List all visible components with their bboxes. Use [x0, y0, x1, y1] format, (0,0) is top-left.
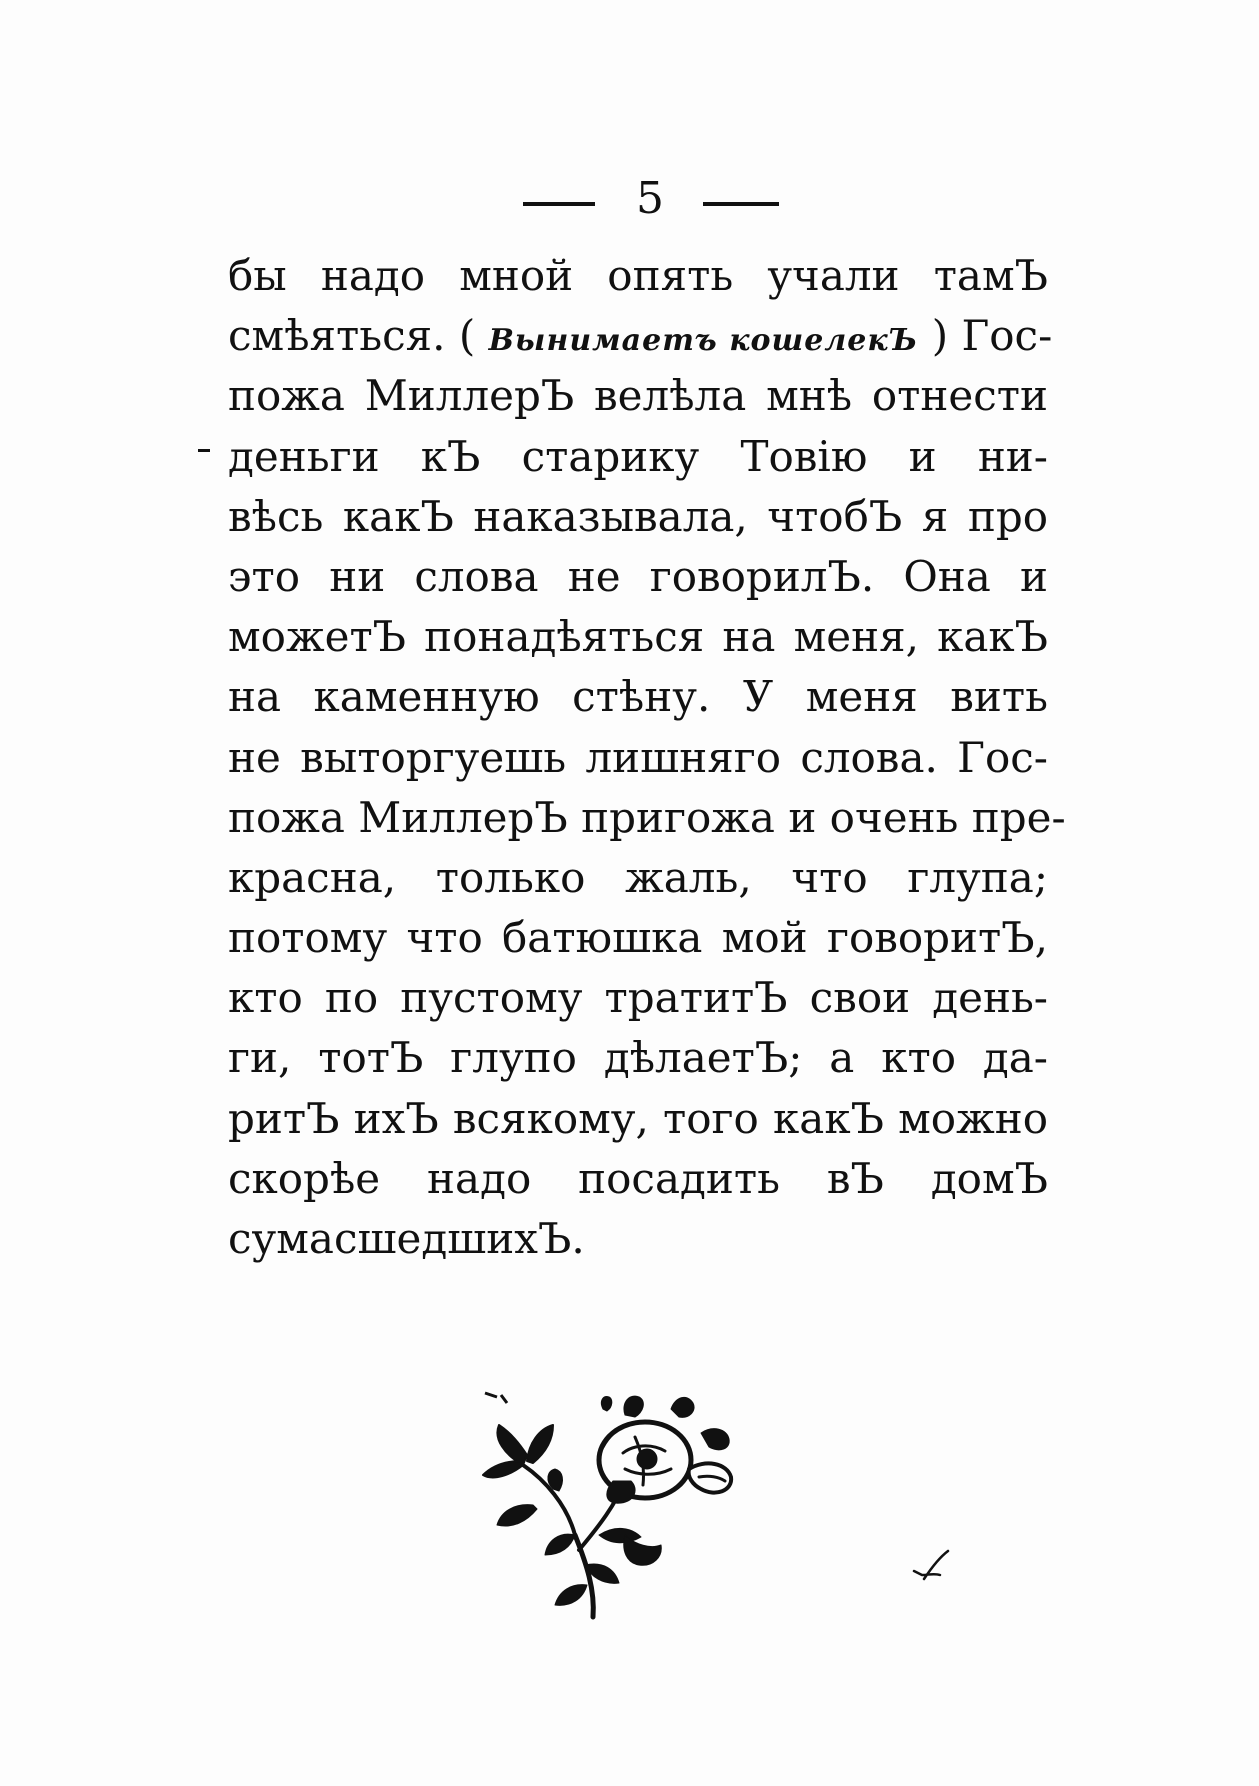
text-line: ги, тотЪ глупо дѣлаетЪ; а кто да-: [228, 1033, 1048, 1083]
floral-vignette-icon: [475, 1385, 745, 1630]
text-line: сумасшедшихЪ.: [228, 1214, 585, 1263]
text-fragment: ) Гос-: [918, 311, 1053, 361]
page-header: [0, 170, 1259, 230]
header-rule-right: [703, 202, 779, 206]
text-line: пожа МиллерЪ велѣла мнѣ отнести: [228, 371, 1048, 421]
text-line: красна, только жаль, что глупа;: [228, 852, 1048, 902]
text-line: можетЪ понадѣяться на меня, какЪ: [228, 612, 1048, 662]
page-number: 5: [636, 173, 664, 224]
text-line: пожа МиллерЪ пригожа и очень пре-: [228, 792, 1066, 842]
text-line: ритЪ ихЪ всякому, того какЪ можно: [228, 1093, 1048, 1143]
body-text: [228, 246, 1066, 1269]
text-line: [228, 306, 1053, 366]
text-line: на каменную стѣну. У меня вить: [228, 672, 1048, 722]
text-line: скорѣе надо посадить вЪ домЪ: [228, 1153, 1048, 1203]
text-line: потому что батюшка мой говоритЪ,: [228, 913, 1048, 963]
pencil-check-mark-icon: [910, 1545, 955, 1590]
header-rule-left: [523, 202, 595, 206]
text-line: это ни слова не говорилЪ. Она и: [228, 551, 1048, 601]
text-line: кто по пустому тратитЪ свои день-: [228, 973, 1048, 1023]
text-line: вѣсь какЪ наказывала, чтобЪ я про: [228, 491, 1048, 541]
text-line: бы надо мной опять учали тамЪ: [228, 251, 1048, 300]
margin-mark: [198, 449, 210, 452]
stage-direction: Вынимаетъ кошелекЪ: [488, 323, 919, 359]
text-line: деньги кЪ старику Товію и ни-: [228, 431, 1048, 481]
text-line: не выторгуешь лишняго слова. Гос-: [228, 732, 1048, 782]
text-fragment: смѣяться. (: [228, 311, 489, 361]
